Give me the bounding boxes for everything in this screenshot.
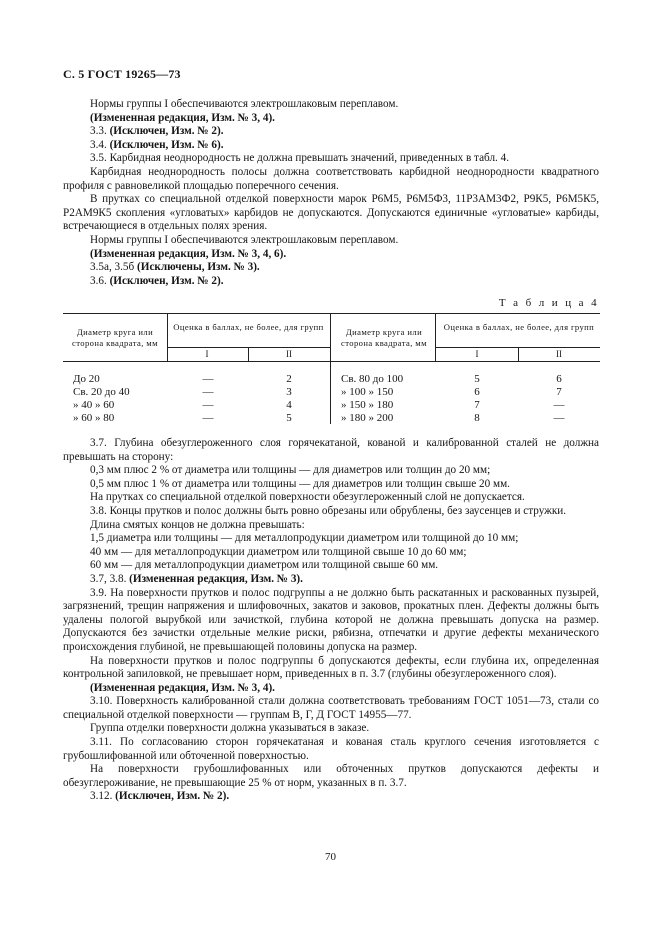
text-block-1 xyxy=(63,98,599,288)
paragraph xyxy=(63,139,599,153)
table-cell-group-2: 4 xyxy=(286,399,292,411)
paragraph-text: На поверхности грубошлифованных или обточенных прутков допускаются дефекты и обезуглероживание, не превышающие 25 % от норм, указанных в п. 3.7. xyxy=(63,763,599,789)
table-cell-size: Св. 20 до 40 xyxy=(73,386,130,398)
table-cell-group-1: 8 xyxy=(474,412,480,424)
table-cell-size: До 20 xyxy=(73,373,100,385)
table-cell-group-2: 6 xyxy=(556,373,562,385)
header-score-left: Оценка в баллах, не более, для групп xyxy=(173,322,324,332)
table-cell-group-1: — xyxy=(202,399,214,411)
paragraph xyxy=(63,248,599,262)
paragraph-bold: (Исключен, Изм. № 2). xyxy=(109,274,224,287)
paragraph xyxy=(63,98,599,112)
table-cell-size: » 100 » 150 xyxy=(341,386,394,398)
paragraph-text: 3.7. Глубина обезуглероженного слоя горячекатаной, кованой и калиброванной сталей не должна превышать на сторону: xyxy=(63,437,599,463)
paragraph xyxy=(63,275,599,289)
paragraph-text: 3.4. xyxy=(90,138,110,151)
paragraph xyxy=(63,437,599,464)
paragraph xyxy=(63,519,599,533)
paragraph xyxy=(63,736,599,763)
table-cell-group-2: 3 xyxy=(286,386,292,398)
paragraph-text: 60 мм — для металлопродукции диаметром или толщиной свыше 60 мм. xyxy=(90,559,439,572)
table-cell-group-2: 2 xyxy=(286,373,292,385)
header-diameter-left: Диаметр круга или сторона квадрата, мм xyxy=(72,327,158,348)
header-score-right: Оценка в баллах, не более, для групп xyxy=(443,322,595,332)
paragraph-text: Нормы группы I обеспечиваются электрошлаковым переплавом. xyxy=(90,233,399,246)
paragraph xyxy=(63,559,599,573)
paragraph xyxy=(63,112,599,126)
table-caption: Т а б л и ц а 4 xyxy=(498,297,599,309)
paragraph xyxy=(63,193,599,234)
paragraph xyxy=(63,491,599,505)
paragraph-text: Длина смятых концов не должна превышать: xyxy=(90,518,305,531)
paragraph-text: На поверхности прутков и полос подгруппы б допускаются дефекты, если глубина их, определенная контрольной запиловкой, не превышает норм, приведенных в п. 3.7 (глубины обезуглероженного слоя). xyxy=(63,654,599,681)
table-cell-group-1: — xyxy=(202,373,214,385)
paragraph-text: Карбидная неоднородность полосы должна соответствовать карбидной неоднородности квадратного профиля с равновеликой площадью поперечного сечения. xyxy=(63,165,599,192)
header-group-1-left: I xyxy=(205,349,209,359)
text-block-2 xyxy=(63,437,599,804)
table-cell-group-2: 7 xyxy=(556,386,562,398)
paragraph-text: 3.10. Поверхность калиброванной стали должна соответствовать требованиям ГОСТ 1051—73, стали со специальной отделкой поверхности — группам В, Г, Д ГОСТ 14955—77. xyxy=(63,695,599,721)
paragraph-text: 3.6. xyxy=(90,274,110,287)
paragraph xyxy=(63,695,599,722)
paragraph-bold: (Исключен, Изм. № 2). xyxy=(115,790,230,803)
paragraph-bold: (Исключены, Изм. № 3). xyxy=(137,261,260,274)
paragraph xyxy=(63,152,599,166)
paragraph-text: 0,5 мм плюс 1 % от диаметра или толщины — для диаметров или толщин свыше 20 мм. xyxy=(90,477,510,490)
header-group-2-left: II xyxy=(286,349,292,359)
paragraph-bold: (Измененная редакция, Изм. № 3, 4). xyxy=(90,681,275,694)
table-4 xyxy=(63,313,600,424)
table-cell-group-2: — xyxy=(553,412,565,424)
table-cell-size: » 180 » 200 xyxy=(341,412,394,424)
table-cell-size: » 150 » 180 xyxy=(341,399,394,411)
paragraph xyxy=(63,261,599,275)
table-cell-group-1: — xyxy=(202,412,214,424)
paragraph-bold: (Измененная редакция, Изм. № 3, 4, 6). xyxy=(90,247,287,260)
paragraph xyxy=(63,722,599,736)
table-cell-size: » 60 » 80 xyxy=(73,412,115,424)
paragraph-text: Группа отделки поверхности должна указываться в заказе. xyxy=(90,722,370,735)
paragraph xyxy=(63,125,599,139)
paragraph xyxy=(63,505,599,519)
paragraph xyxy=(63,655,599,682)
paragraph-text: 3.9. На поверхности прутков и полос подгруппы а не должно быть раскатанных и раскованных пузырей, загрязнений, трещин напряжения и шлифовочных, закатов и заковов, прокатных плен. Дефекты должны быть удалены пологой вырубкой или зачисткой, глубина которой не должна превышать допуска на размер. Допускаются без зачистки отдельные мелкие риски, рябизна, отпечатки и другие дефекты механического происхождения глубиной, не превышающей половины допуска на размер. xyxy=(63,586,599,653)
paragraph xyxy=(63,682,599,696)
table-cell-group-1: 7 xyxy=(474,399,480,411)
table-cell-group-2: 5 xyxy=(286,412,292,424)
paragraph xyxy=(63,763,599,790)
paragraph xyxy=(63,464,599,478)
paragraph-bold: (Измененная редакция, Изм. № 3, 4). xyxy=(90,111,275,124)
paragraph-text: 3.5а, 3.5б xyxy=(90,261,138,274)
paragraph-text: На прутках со специальной отделкой поверхности обезуглероженный слой не допускается. xyxy=(90,491,525,504)
paragraph xyxy=(63,546,599,560)
paragraph xyxy=(63,573,599,587)
table-cell-size: » 40 » 60 xyxy=(73,399,115,411)
paragraph-bold: (Измененная редакция, Изм. № 3). xyxy=(129,572,303,585)
paragraph-text: 0,3 мм плюс 2 % от диаметра или толщины — для диаметров или толщин до 20 мм; xyxy=(90,464,491,477)
paragraph-text: 3.7, 3.8. xyxy=(90,572,130,585)
paragraph-text: 3.11. По согласованию сторон горячекатаная и кованая сталь круглого сечения изготовляется с грубошлифованной или обточенной поверхностью. xyxy=(63,736,599,762)
paragraph-bold: (Исключен, Изм. № 6). xyxy=(109,138,224,151)
paragraph xyxy=(63,790,599,804)
table-cell-group-1: 5 xyxy=(474,373,480,385)
page-number: 70 xyxy=(325,851,336,863)
paragraph-bold: (Исключен, Изм. № 2). xyxy=(109,125,224,138)
paragraph-text: 40 мм — для металлопродукции диаметром или толщиной свыше 10 до 60 мм; xyxy=(90,545,467,558)
paragraph-text: 3.5. Карбидная неоднородность не должна превышать значений, приведенных в табл. 4. xyxy=(90,152,510,165)
page-header: С. 5 ГОСТ 19265—73 xyxy=(63,67,181,81)
table-cell-group-1: — xyxy=(202,386,214,398)
header-diameter-right: Диаметр круга или сторона квадрата, мм xyxy=(341,327,427,348)
paragraph-text: 1,5 диаметра или толщины — для металлопродукции диаметром или толщиной до 10 мм; xyxy=(90,532,519,545)
paragraph xyxy=(63,478,599,492)
header-group-2-right: II xyxy=(556,349,562,359)
table-cell-group-2: — xyxy=(553,399,565,411)
paragraph xyxy=(63,532,599,546)
paragraph-text: 3.12. xyxy=(90,790,116,803)
paragraph-text: 3.8. Концы прутков и полос должны быть ровно обрезаны или обрублены, без заусенцев и стружки. xyxy=(90,504,567,517)
paragraph-text: Нормы группы I обеспечиваются электрошлаковым переплавом. xyxy=(90,98,399,110)
paragraph xyxy=(63,587,599,655)
paragraph xyxy=(63,234,599,248)
paragraph xyxy=(63,166,599,193)
table-cell-size: Св. 80 до 100 xyxy=(341,373,404,385)
paragraph-text: 3.3. xyxy=(90,125,110,138)
paragraph-text: В прутках со специальной отделкой поверхности марок Р6М5, Р6М5Ф3, 11Р3АМ3Ф2, Р9К5, Р6М5К5, Р2АМ9К5 скопления «угловатых» карбидов не допускаются. Допускаются единичные «угловатые» карбиды, встречающиеся в отдельных полях зрения. xyxy=(63,193,599,233)
table-cell-group-1: 6 xyxy=(474,386,480,398)
header-group-1-right: I xyxy=(475,349,479,359)
